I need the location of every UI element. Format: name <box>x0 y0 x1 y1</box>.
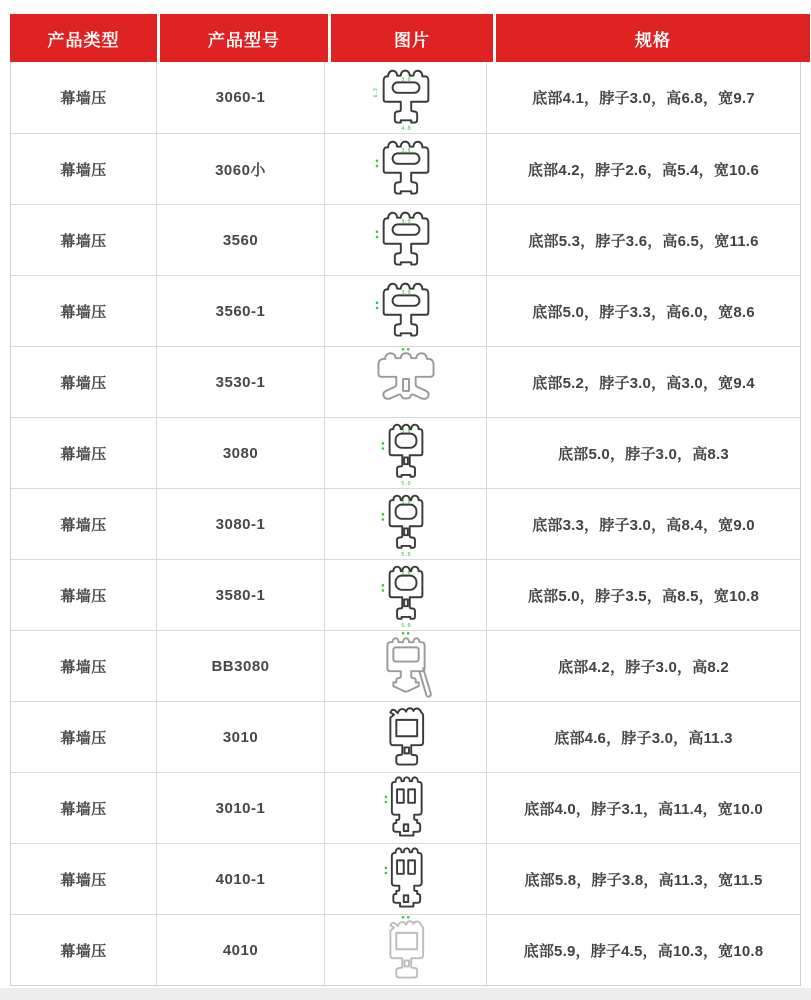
tall-t-profile-drawing <box>365 418 447 488</box>
profile-image-cell <box>325 347 487 417</box>
spec-label: 底部4.2，脖子3.0，高8.2 <box>558 658 729 676</box>
product-model-cell <box>157 418 325 488</box>
product-model-cell <box>157 489 325 559</box>
hook-box-profile-drawing <box>365 702 447 772</box>
product-model-cell <box>157 915 325 985</box>
product-model-cell <box>157 205 325 275</box>
profile-image-cell <box>325 418 487 488</box>
crown-t-profile-drawing <box>365 134 447 204</box>
svg-text:6.3: 6.3 <box>372 87 379 97</box>
product-type-cell <box>11 276 157 346</box>
table-row <box>11 914 800 985</box>
spec-label: 底部5.8，脖子3.8，高11.3，宽11.5 <box>524 871 763 889</box>
product-type-label: 幕墙压 <box>60 374 107 392</box>
product-model-label: 3080 <box>222 444 259 462</box>
spec-cell <box>487 276 800 346</box>
table-row <box>11 204 800 275</box>
spec-cell <box>487 489 800 559</box>
profile-image-cell <box>325 773 487 843</box>
product-type-label: 幕墙压 <box>60 516 107 534</box>
table-row <box>11 417 800 488</box>
product-type-label: 幕墙压 <box>60 161 107 179</box>
product-type-label: 幕墙压 <box>60 800 107 818</box>
svg-text:3.0: 3.0 <box>400 570 411 577</box>
double-slot-profile-drawing <box>365 844 447 914</box>
spec-label: 底部5.0，脖子3.5，高8.5，宽10.8 <box>527 587 760 605</box>
spec-cell <box>487 134 800 204</box>
product-type-label: 幕墙压 <box>60 90 107 107</box>
table-row <box>11 630 800 701</box>
svg-text:3.0: 3.0 <box>400 499 411 506</box>
table-row <box>11 346 800 417</box>
product-type-cell <box>11 915 157 985</box>
spec-label: 底部5.0，脖子3.0，高8.3 <box>558 445 729 463</box>
table-header-row <box>10 14 801 62</box>
tail-profile-drawing <box>365 631 447 701</box>
product-model-label: 3010-1 <box>215 799 266 817</box>
spec-label: 底部4.2，脖子2.6，高5.4，宽10.6 <box>527 161 760 179</box>
product-model-label: 3060小 <box>215 161 266 179</box>
product-type-label: 幕墙压 <box>60 587 107 605</box>
product-type-cell <box>11 773 157 843</box>
product-type-cell <box>11 560 157 630</box>
product-type-cell <box>11 489 157 559</box>
product-model-cell <box>157 844 325 914</box>
spec-label: 底部5.0，脖子3.3，高6.0，宽8.6 <box>532 303 755 321</box>
wing-anchor-profile-drawing <box>365 347 447 417</box>
spec-label: 底部5.9，脖子4.5，高10.3，宽10.8 <box>523 942 764 960</box>
profile-image-cell <box>325 62 487 133</box>
profile-image-cell <box>325 560 487 630</box>
header-cell-product-model: 产品型号 <box>160 14 328 62</box>
tall-t-profile-drawing <box>365 489 447 559</box>
spec-cell <box>487 631 800 701</box>
spec-label: 底部5.2，脖子3.0，高3.0，宽9.4 <box>532 374 755 392</box>
product-table <box>10 14 801 986</box>
spec-cell <box>487 560 800 630</box>
table-row <box>11 843 800 914</box>
double-slot-profile-drawing <box>365 773 447 843</box>
product-type-label: 幕墙压 <box>60 729 107 747</box>
product-type-label: 幕墙压 <box>60 445 107 463</box>
product-type-cell <box>11 205 157 275</box>
product-model-label: 3060-1 <box>215 89 266 106</box>
table-row <box>11 488 800 559</box>
spec-label: 底部4.6，脖子3.0，高11.3 <box>554 729 733 747</box>
crown-t-profile-drawing <box>365 276 447 346</box>
table-row <box>11 62 800 133</box>
product-type-cell <box>11 702 157 772</box>
svg-text:3.0: 3.0 <box>400 76 411 83</box>
profile-image-cell <box>325 915 487 985</box>
spec-cell <box>487 418 800 488</box>
product-model-cell <box>157 62 325 133</box>
spec-cell <box>487 844 800 914</box>
product-type-label: 幕墙压 <box>60 232 107 250</box>
product-type-cell <box>11 631 157 701</box>
product-type-label: 幕墙压 <box>60 871 107 889</box>
table-body <box>10 62 801 986</box>
spec-cell <box>487 347 800 417</box>
svg-text:5.0: 5.0 <box>400 481 411 488</box>
header-cell-spec: 规格 <box>496 14 810 62</box>
profile-image-cell <box>325 844 487 914</box>
table-row <box>11 133 800 204</box>
product-model-label: 3560 <box>222 231 259 249</box>
product-model-cell <box>157 347 325 417</box>
table-row <box>11 772 800 843</box>
profile-image-cell <box>325 702 487 772</box>
profile-image-cell <box>325 276 487 346</box>
product-model-label: 3010 <box>222 728 259 746</box>
svg-text:5.0: 5.0 <box>400 552 411 559</box>
product-type-label: 幕墙压 <box>60 942 107 960</box>
product-model-cell <box>157 276 325 346</box>
product-type-cell <box>11 134 157 204</box>
product-model-cell <box>157 773 325 843</box>
spec-cell <box>487 205 800 275</box>
product-type-label: 幕墙压 <box>60 303 107 321</box>
svg-text:5.0: 5.0 <box>400 623 411 630</box>
svg-text:3.0: 3.0 <box>400 218 411 225</box>
table-row <box>11 701 800 772</box>
crown-t-profile-drawing <box>365 205 447 275</box>
spec-label: 底部4.0，脖子3.1，高11.4，宽10.0 <box>524 800 763 818</box>
product-model-cell <box>157 134 325 204</box>
table-row <box>11 275 800 346</box>
product-model-label: 4010 <box>222 941 259 959</box>
profile-image-cell <box>325 134 487 204</box>
profile-image-cell <box>325 631 487 701</box>
svg-text:3.0: 3.0 <box>400 147 411 154</box>
spec-cell <box>487 62 800 133</box>
spec-cell <box>487 773 800 843</box>
product-model-cell <box>157 631 325 701</box>
product-model-cell <box>157 702 325 772</box>
page-bottom-strip <box>0 988 811 1000</box>
crown-t-profile-drawing <box>365 63 447 133</box>
spec-cell <box>487 702 800 772</box>
product-model-label: 3560-1 <box>215 302 266 320</box>
product-model-label: 3580-1 <box>215 586 266 604</box>
product-model-label: 3530-1 <box>215 373 266 391</box>
table-row <box>11 559 800 630</box>
svg-text:4.0: 4.0 <box>400 125 411 132</box>
product-type-label: 幕墙压 <box>60 658 107 676</box>
spec-label: 底部4.1，脖子3.0，高6.8，宽9.7 <box>532 90 755 107</box>
product-type-cell <box>11 62 157 133</box>
svg-text:3.0: 3.0 <box>400 289 411 296</box>
spec-label: 底部3.3，脖子3.0，高8.4，宽9.0 <box>532 516 755 534</box>
header-cell-product-type: 产品类型 <box>10 14 157 62</box>
profile-image-cell <box>325 489 487 559</box>
spec-cell <box>487 915 800 985</box>
product-type-cell <box>11 347 157 417</box>
spec-label: 底部5.3，脖子3.6，高6.5，宽11.6 <box>528 232 759 250</box>
svg-text:3.0: 3.0 <box>400 428 411 435</box>
tall-t-profile-drawing <box>365 560 447 630</box>
hook-box-profile-drawing <box>365 915 447 985</box>
product-model-cell <box>157 560 325 630</box>
product-model-label: BB3080 <box>211 657 270 675</box>
product-type-cell <box>11 418 157 488</box>
profile-image-cell <box>325 205 487 275</box>
product-model-label: 4010-1 <box>215 870 266 888</box>
product-model-label: 3080-1 <box>215 515 266 533</box>
product-type-cell <box>11 844 157 914</box>
header-cell-image: 图片 <box>331 14 493 62</box>
